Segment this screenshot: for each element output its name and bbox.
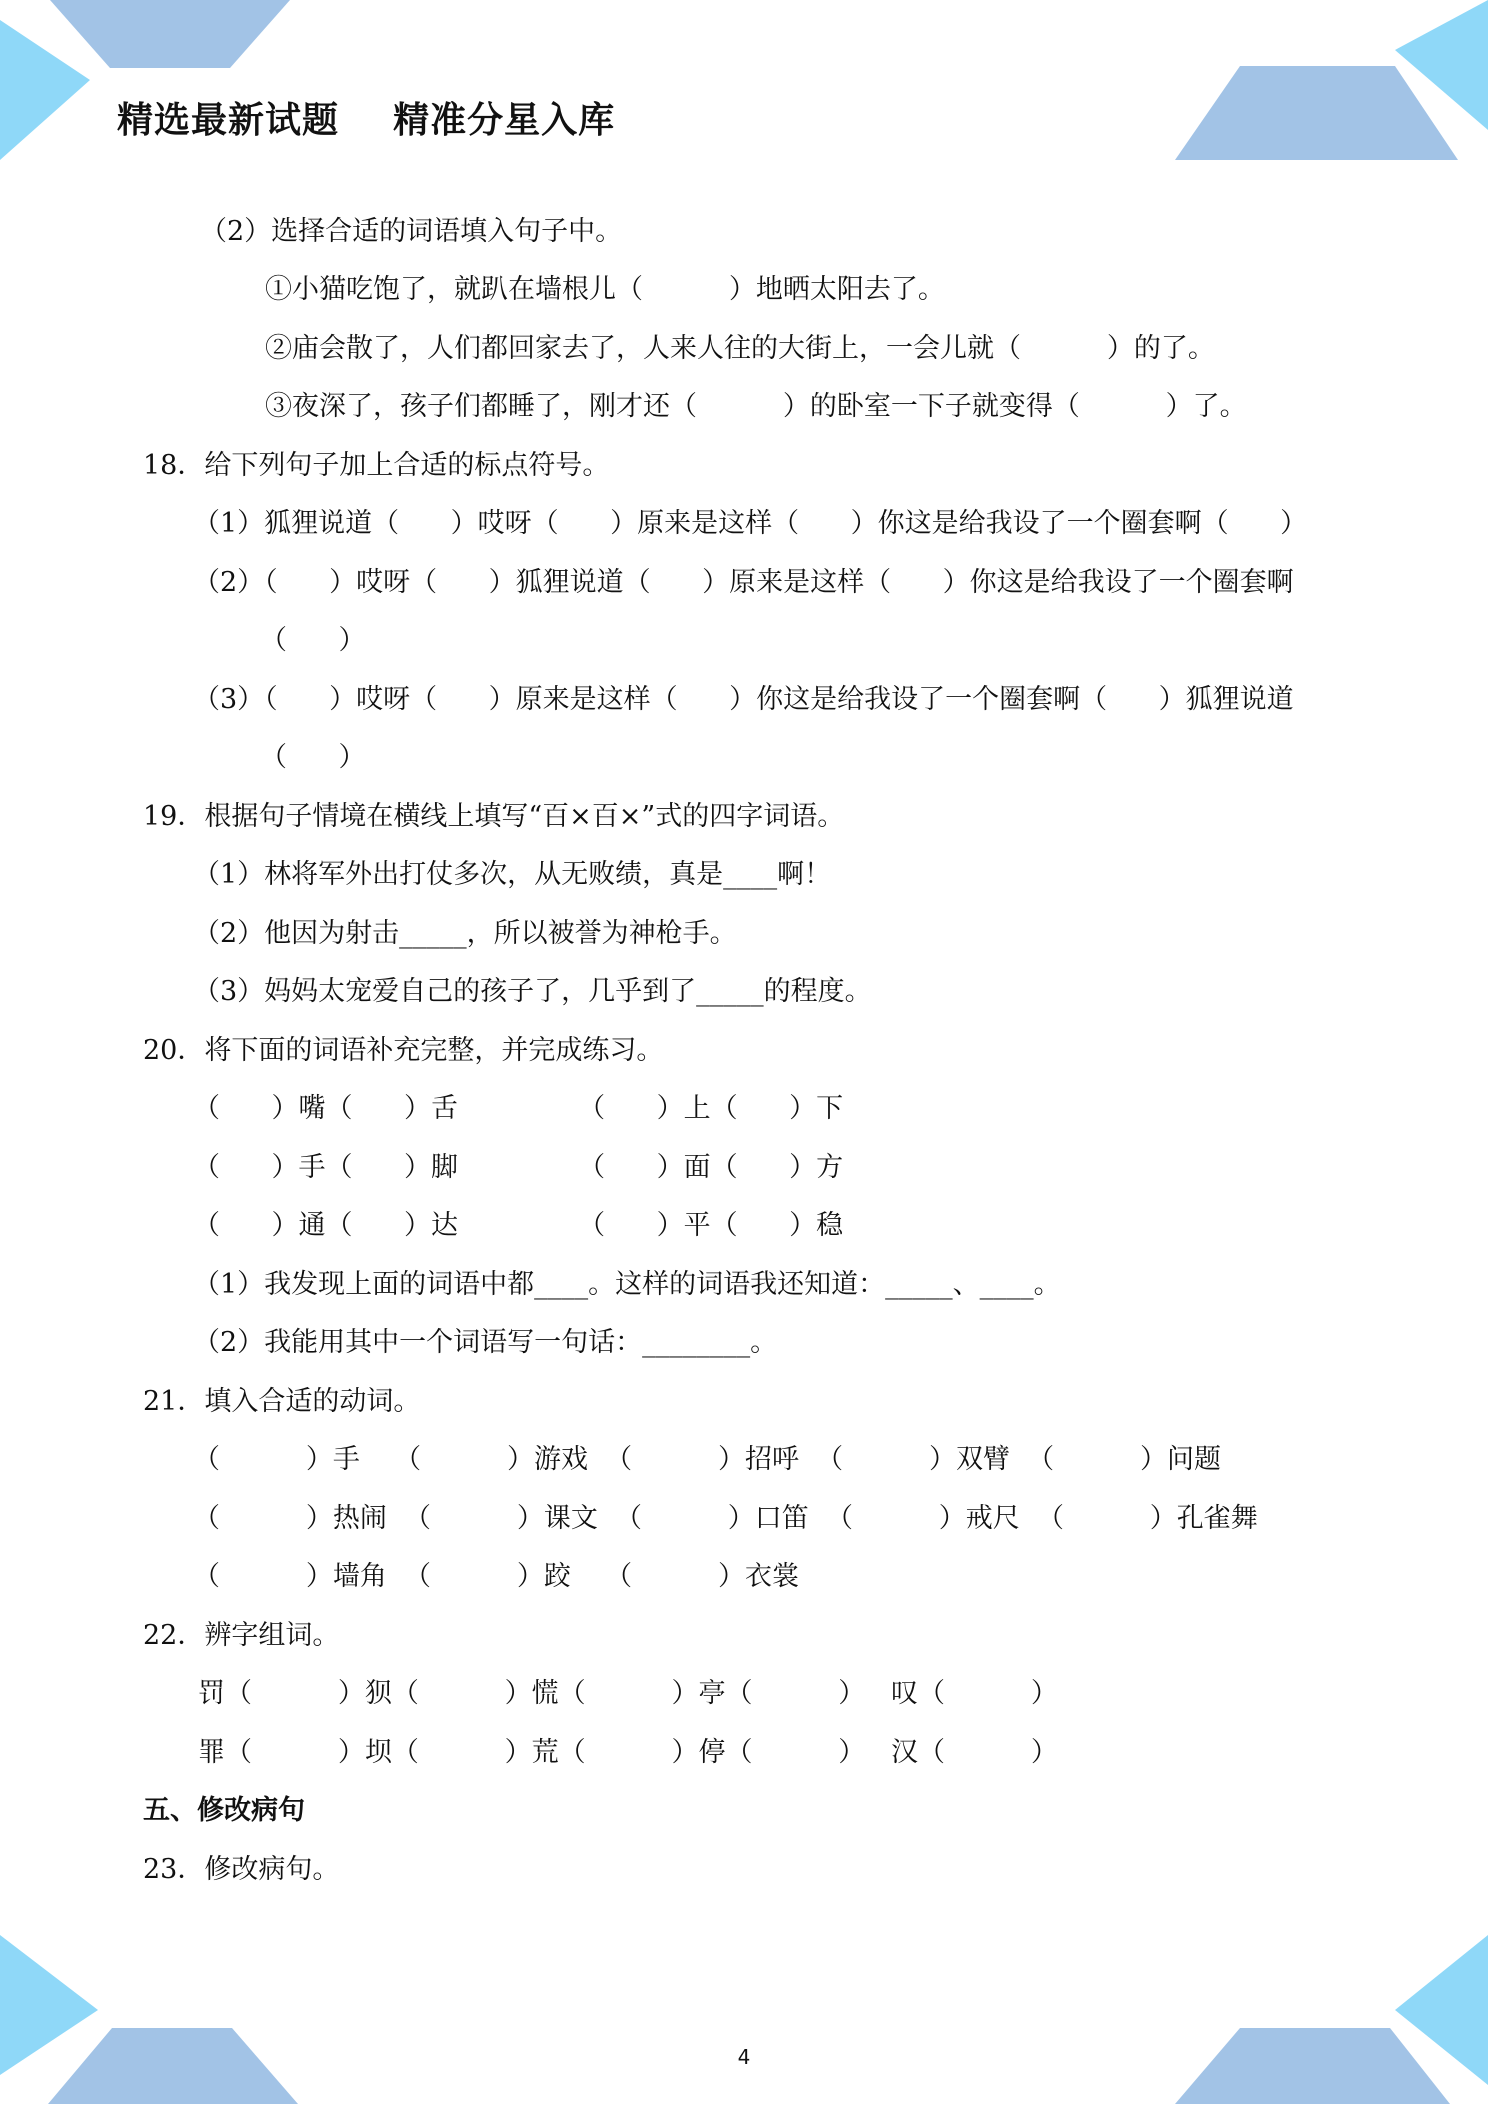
q17-2-sentence-2: ②庙会散了，人们都回家去了，人来人往的大街上，一会儿就（ ）的了。 [265,333,1215,364]
q22-row-1: 罚（ ）狈（ ）慌（ ）亭（ ） 叹（ ） [198,1678,1058,1709]
q19-item-3: （3）妈妈太宠爱自己的孩子了，几乎到了_____的程度。 [193,976,872,1007]
q17-2-sentence-1: ①小猫吃饱了，就趴在墙根儿（ ）地晒太阳去了。 [265,274,945,305]
q20-row-2: （ ）手（ ）脚 （ ）面（ ）方 [193,1152,844,1183]
top-left-trapezoid [50,0,290,68]
q21-title: 21．填入合适的动词。 [143,1386,421,1417]
q18-item-2-continuation: （ ） [260,625,366,656]
section-5-title: 五、修改病句 [143,1795,305,1826]
top-right-triangle [1395,0,1488,130]
q17-2-instruction: （2）选择合适的词语填入句子中。 [200,216,623,247]
q18-item-3: （3）（ ）哎呀（ ）原来是这样（ ）你这是给我设了一个圈套啊（ ）狐狸说道 [193,684,1294,715]
q22-title: 22．辨字组词。 [143,1620,340,1651]
q21-row-2: （ ）热闹 （ ）课文 （ ）口笛 （ ）戒尺 （ ）孔雀舞 [193,1503,1258,1534]
header-title: 精选最新试题 精准分星入库 [117,100,616,141]
q22-row-2: 罪（ ）坝（ ）荒（ ）停（ ） 汉（ ） [198,1737,1058,1768]
q20-item-1: （1）我发现上面的词语中都____。这样的词语我还知道：_____、____。 [193,1269,1061,1300]
page-number: 4 [737,2045,751,2069]
q17-2-sentence-3: ③夜深了，孩子们都睡了，刚才还（ ）的卧室一下子就变得（ ）了。 [265,391,1247,422]
q19-title: 19．根据句子情境在横线上填写“百×百×”式的四字词语。 [143,801,845,832]
q20-row-1: （ ）嘴（ ）舌 （ ）上（ ）下 [193,1093,844,1124]
q18-item-3-continuation: （ ） [260,742,366,773]
q23-title: 23．修改病句。 [143,1854,340,1885]
q20-item-2: （2）我能用其中一个词语写一句话：________。 [193,1327,778,1358]
q21-row-1: （ ）手 （ ）游戏 （ ）招呼 （ ）双臂 （ ）问题 [193,1444,1221,1475]
q18-item-1: （1）狐狸说道（ ）哎呀（ ）原来是这样（ ）你这是给我设了一个圈套啊（ ） [193,508,1308,539]
q18-item-2: （2）（ ）哎呀（ ）狐狸说道（ ）原来是这样（ ）你这是给我设了一个圈套啊 [193,567,1294,598]
q20-title: 20．将下面的词语补充完整，并完成练习。 [143,1035,664,1066]
q20-row-3: （ ）通（ ）达 （ ）平（ ）稳 [193,1210,844,1241]
q19-item-2: （2）他因为射击_____，所以被誉为神枪手。 [193,918,737,949]
q21-row-3: （ ）墙角 （ ）跤 （ ）衣裳 [193,1561,799,1592]
top-left-triangle [0,20,90,160]
q19-item-1: （1）林将军外出打仗多次，从无败绩，真是____啊！ [193,859,832,890]
top-right-trapezoid [1175,66,1458,160]
q18-title: 18．给下列句子加上合适的标点符号。 [143,450,610,481]
